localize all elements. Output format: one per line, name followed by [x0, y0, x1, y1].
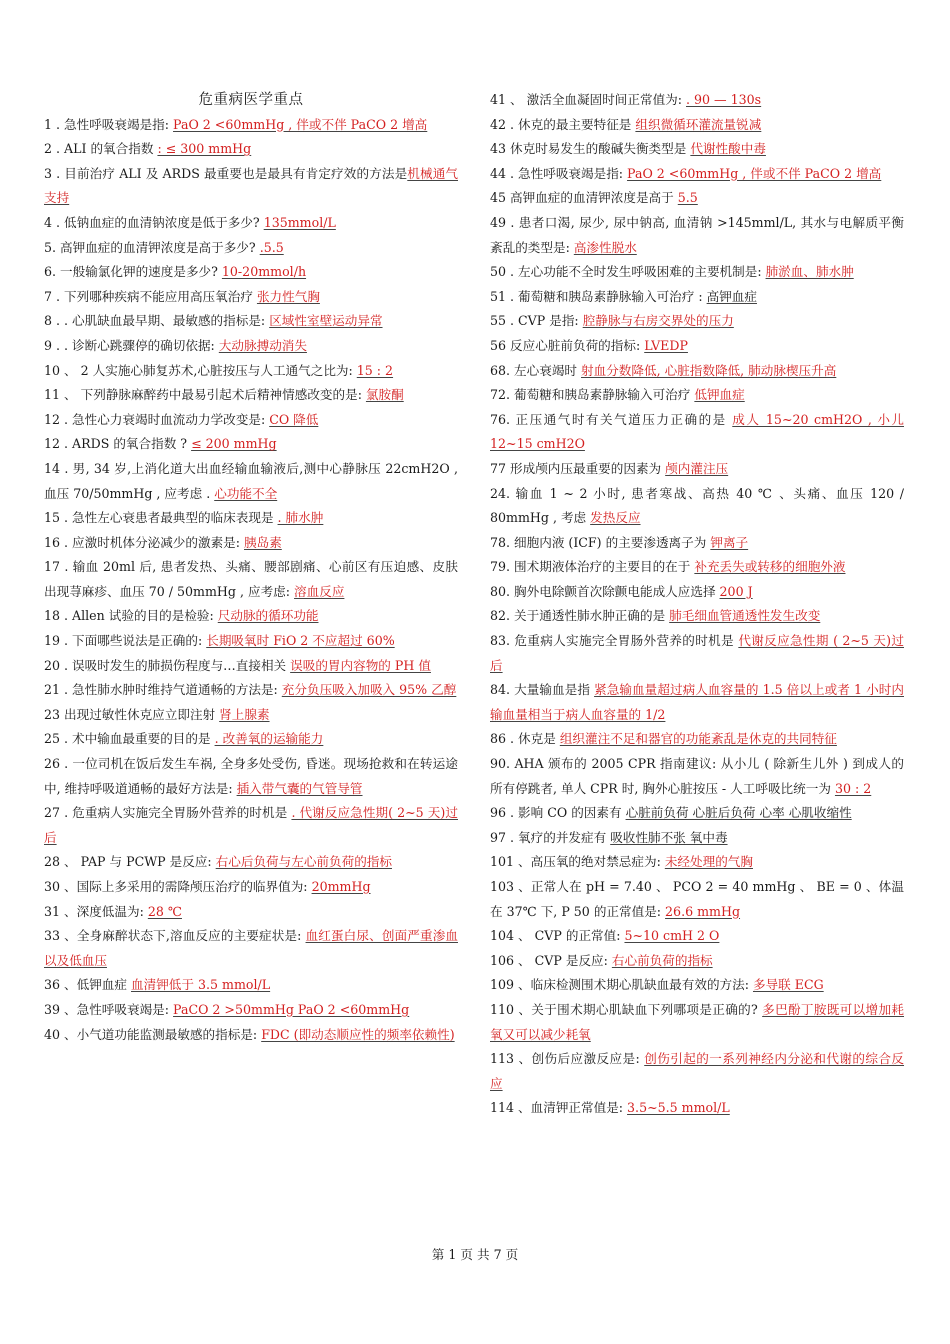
question-text: 15 . 急性左心衰患者最典型的临床表现是	[44, 510, 278, 526]
answer-text: 200 J	[719, 583, 753, 599]
question-text: 6. 一般输氯化钾的速度是多少?	[44, 264, 222, 280]
question-item	[44, 285, 458, 310]
answer-text: 肾上腺素	[219, 706, 270, 722]
question-item	[44, 113, 458, 138]
question-text: 43 休克时易发生的酸碱失衡类型是	[490, 141, 691, 157]
question-text: 104 、 CVP 的正常值:	[490, 928, 625, 944]
question-text: 114 、血清钾正常值是:	[490, 1100, 628, 1116]
question-item	[44, 408, 458, 433]
question-item	[490, 949, 904, 974]
question-item	[44, 260, 458, 285]
question-item	[44, 875, 458, 900]
answer-text: 血红蛋白尿、创面严重渗血以及低血压	[44, 928, 458, 968]
question-text: 4 . 低钠血症的血清钠浓度是低于多少?	[44, 214, 264, 230]
answer-text: 颅内灌注压	[665, 460, 729, 476]
answer-text: 腔静脉与右房交界处的压力	[582, 313, 734, 329]
question-item	[44, 654, 458, 679]
question-text: 5. 高钾血症的血清钾浓度是高于多少?	[44, 239, 260, 255]
question-item	[44, 334, 458, 359]
question-text: 78. 细胞内液 (ICF) 的主要渗透离子为	[490, 534, 711, 550]
question-text: 27 . 危重病人实施完全胃肠外营养的时机是	[44, 805, 292, 821]
question-text: 96 . 影响 CO 的因素有	[490, 805, 626, 821]
question-item	[490, 998, 904, 1047]
answer-text: 10-20mmol/h	[221, 264, 307, 280]
question-text: 56 反应心脏前负荷的指标:	[490, 337, 645, 353]
answer-text: 射血分数降低, 心脏指数降低, 肺动脉楔压升高	[581, 362, 837, 378]
question-text: 26 . 一位司机在饭后发生车祸, 全身多处受伤, 昏迷。现场抢救和在转运途中, 维持呼吸道通畅的最好方法是:	[44, 756, 458, 796]
question-text: 40 、小气道功能监测最敏感的指标是:	[44, 1026, 262, 1042]
answer-text: 肺毛细血管通透性发生改变	[669, 608, 821, 624]
question-item	[490, 88, 904, 113]
answer-text: 机械通气支持	[44, 165, 458, 206]
question-text: 42 . 休克的最主要特征是	[490, 116, 636, 132]
question-text: 79. 围术期液体治疗的主要目的在于	[490, 559, 695, 575]
question-text: 20 . 误吸时发生的肺损伤程度与…直接相关	[44, 657, 291, 673]
answer-text: 多巴酚丁胺既可以增加耗氧又可以减少耗氧	[490, 1001, 905, 1042]
question-text: 44 . 急性呼吸衰竭是指:	[490, 165, 628, 181]
question-item	[490, 309, 904, 334]
question-text: 9 . . 诊断心跳骤停的确切依据:	[44, 337, 219, 353]
question-item	[490, 875, 904, 924]
question-item	[490, 924, 904, 949]
question-item	[490, 113, 904, 138]
question-text: 30 、国际上多采用的需降颅压治疗的临界值为:	[44, 879, 312, 894]
answer-text: 肺淤血、肺水肿	[765, 264, 854, 280]
question-item	[44, 383, 458, 408]
answer-text: 心脏前负荷 心脏后负荷 心率 心肌收缩性	[625, 805, 852, 821]
answer-text: 20mmHg	[311, 879, 371, 894]
answer-text: 吸收性肺不张 氧中毒	[610, 829, 728, 845]
answer-text: 区域性室壁运动异常	[269, 313, 383, 329]
question-item	[490, 973, 904, 998]
page-footer: 第 1 页 共 7 页	[431, 1247, 519, 1262]
answer-text: 充分负压吸入加吸入 95% 乙醇	[281, 682, 457, 698]
question-item	[490, 1096, 904, 1121]
answer-text: CO 降低	[269, 411, 319, 427]
question-item	[490, 137, 904, 162]
question-item	[44, 998, 458, 1023]
answer-text: 28 ℃	[147, 903, 182, 919]
question-item	[44, 604, 458, 629]
answer-text: 135mmol/L	[263, 214, 336, 230]
question-item	[490, 727, 904, 752]
question-text: 8 . . 心肌缺血最早期、最敏感的指标是:	[44, 313, 270, 329]
question-text: 77 形成颅内压最重要的因素为	[490, 460, 666, 476]
answer-text: PaCO 2 >50mmHg PaO 2 <60mmHg	[173, 1001, 410, 1017]
answer-text: 长期吸氧时 FiO 2 不应超过 60%	[206, 633, 395, 649]
question-item	[490, 162, 904, 187]
question-item	[44, 703, 458, 728]
question-text: 31 、深度低温为:	[44, 903, 148, 919]
answer-text: 高渗性脱水	[573, 239, 637, 255]
answer-text: LVEDP	[644, 337, 688, 353]
question-text: 10 、 2 人实施心肺复苏术,心脏按压与人工通气之比为:	[44, 362, 357, 378]
question-text: 109 、临床检测围术期心肌缺血最有效的方法:	[490, 977, 753, 993]
question-text: 45 高钾血症的血清钾浓度是高于	[490, 190, 678, 206]
question-text: 106 、 CVP 是反应:	[490, 952, 612, 968]
answer-text: 代谢性酸中毒	[690, 141, 766, 157]
question-item	[44, 555, 458, 604]
question-text: 17 . 输血 20ml 后, 患者发热、头痛、腰部剧痛、心前区有压迫感、皮肤出现荨麻疹、血压 70 / 50mmHg , 应考虑:	[44, 559, 458, 599]
question-text: 21 . 急性肺水肿时维持气道通畅的方法是:	[44, 682, 282, 698]
question-item	[490, 752, 904, 801]
question-item	[490, 408, 904, 457]
answer-text: 右心前负荷的指标	[611, 952, 713, 968]
question-text: 33 、全身麻醉状态下,溶血反应的主要症状是:	[44, 928, 306, 944]
question-item	[490, 678, 904, 727]
answer-text: . 90 — 130s	[686, 92, 762, 107]
answer-text: . 代谢反应急性期( 2~5 天)过后	[44, 805, 458, 845]
question-text: 18 . Allen 试验的目的是检验:	[44, 608, 218, 624]
question-item	[490, 383, 904, 408]
answer-text: 成人 15~20 cmH2O , 小儿 12~15 cmH2O	[490, 411, 904, 452]
answer-text: 钾离子	[710, 534, 749, 550]
answer-text: : ≤ 300 mmHg	[157, 141, 252, 157]
question-text: 19 . 下面哪些说法是正确的:	[44, 633, 207, 649]
question-text: 36 、低钾血症	[44, 977, 132, 993]
question-text: 41 、 激活全血凝固时间正常值为:	[490, 92, 686, 107]
question-text: 90. AHA 颁布的 2005 CPR 指南建议: 从小儿 ( 除新生儿外 ) 到成人的所有停跳者, 单人 CPR 时, 胸外心脏按压 - 人工呼吸比统一为	[490, 756, 904, 796]
question-text: 3 . 目前治疗 ALI 及 ARDS 最重要也是最具有肯定疗效的方法是	[44, 165, 408, 181]
answer-text: 未经处理的气胸	[664, 854, 753, 870]
question-text: 82. 关于通透性肺水肿正确的是	[490, 608, 670, 624]
answer-text: 右心后负荷与左心前负荷的指标	[215, 854, 392, 870]
answer-text: 氯胺酮	[365, 387, 404, 403]
question-item	[490, 826, 904, 851]
question-text: 97 . 氧疗的并发症有	[490, 829, 611, 845]
question-text: 12 . ARDS 的氧合指数 ?	[44, 436, 192, 452]
question-item	[490, 850, 904, 875]
question-text: 68. 左心衰竭时	[490, 362, 582, 378]
answer-text: ≤ 200 mmHg	[191, 436, 277, 452]
question-item	[490, 359, 904, 384]
question-text: 11 、 下列静脉麻醉药中最易引起术后精神情感改变的是:	[44, 387, 366, 403]
question-item	[44, 924, 458, 973]
question-item	[44, 678, 458, 703]
question-item	[490, 531, 904, 556]
question-item	[490, 555, 904, 580]
answer-text: 插入带气囊的气管导管	[236, 780, 363, 796]
answer-text: 补充丢失或转移的细胞外液	[694, 559, 846, 575]
answer-text: 组织灌注不足和器官的功能紊乱是休克的共同特征	[559, 731, 837, 747]
question-text: 80. 胸外电除颤首次除颤电能成人应选择	[490, 583, 720, 599]
answer-text: 组织微循环灌流量锐减	[635, 116, 762, 132]
answer-text: 30 : 2	[834, 780, 872, 796]
answer-text: 创伤引起的一系列神经内分泌和代谢的综合反应	[490, 1051, 905, 1091]
question-text: 113 、创伤后应激反应是:	[490, 1051, 645, 1067]
question-text: 50 . 左心功能不全时发生呼吸困难的主要机制是:	[490, 264, 766, 280]
answer-text: PaO 2 <60mmHg , 伴或不伴 PaCO 2 增高	[173, 116, 428, 132]
question-item	[44, 236, 458, 261]
question-item	[490, 580, 904, 605]
question-text: 7 . 下列哪种疾病不能应用高压氧治疗	[44, 288, 257, 304]
question-item	[490, 457, 904, 482]
answer-text: 15 : 2	[356, 362, 394, 378]
answer-text: 溶血反应	[294, 583, 345, 599]
question-item	[44, 629, 458, 654]
question-item	[44, 900, 458, 925]
answer-text: 低钾血症	[694, 387, 745, 403]
question-item	[44, 973, 458, 998]
answer-text: . 肺水肿	[277, 510, 324, 526]
question-item	[490, 604, 904, 629]
answer-text: 高钾血症	[706, 288, 757, 304]
left-column	[44, 88, 458, 1047]
question-text: 72. 葡萄糖和胰岛素静脉输入可治疗	[490, 387, 695, 403]
question-text: 23 出现过敏性休克应立即注射	[44, 706, 220, 722]
answer-text: 代谢反应急性期 ( 2~5 天)过后	[490, 633, 904, 673]
question-text: 103 、正常人在 pH = 7.40 、 PCO 2 = 40 mmHg 、 BE = 0 、体温在 37℃ 下, P 50 的正常值是:	[490, 879, 904, 919]
answer-text: 多导联 ECG	[752, 977, 824, 993]
question-item	[490, 211, 904, 260]
question-text: 1 . 急性呼吸衰竭是指:	[44, 116, 174, 132]
question-item	[44, 359, 458, 384]
answer-text: 5~10 cmH 2 O	[624, 928, 720, 944]
question-item	[44, 432, 458, 457]
answer-text: .5.5	[259, 239, 284, 255]
answer-text: 心功能不全	[214, 485, 278, 501]
answer-text: PaO 2 <60mmHg , 伴或不伴 PaCO 2 增高	[627, 165, 882, 181]
question-text: 55 . CVP 是指:	[490, 313, 583, 329]
question-item	[44, 506, 458, 531]
question-text: 25 . 术中输血最重要的目的是	[44, 731, 215, 747]
question-text: 12 . 急性心力衰竭时血流动力学改变是:	[44, 411, 270, 427]
question-item	[44, 531, 458, 556]
answer-text: 大动脉搏动消失	[218, 337, 307, 353]
question-item	[490, 482, 904, 531]
question-item	[44, 801, 458, 850]
question-text: 101 、高压氧的绝对禁忌症为:	[490, 854, 665, 870]
question-text: 14 . 男, 34 岁,上消化道大出血经输血输液后,测中心静脉压 22cmH2O , 血压 70/50mmHg , 应考虑 .	[44, 460, 458, 501]
answer-text: 3.5~5.5 mmol/L	[627, 1100, 730, 1116]
answer-text: 误吸的胃内容物的 PH 值	[290, 657, 431, 673]
question-text: 28 、 PAP 与 PCWP 是反应:	[44, 854, 216, 870]
answer-text: FDC (即动态顺应性的频率依赖性)	[261, 1026, 455, 1042]
question-item	[44, 211, 458, 236]
question-item	[44, 1023, 458, 1048]
question-item	[44, 752, 458, 801]
question-text: 84. 大量输血是指	[490, 682, 595, 698]
answer-text: 胰岛素	[244, 534, 282, 550]
question-text: 2 . ALI 的氧合指数	[44, 141, 158, 157]
answer-text: 5.5	[677, 190, 698, 206]
question-text: 24. 输血 1 ~ 2 小时, 患者寒战、高热 40 ℃ 、头痛、血压 120 / 80mmHg , 考虑	[490, 485, 904, 526]
question-text: 86 . 休克是	[490, 731, 560, 747]
answer-text: 紧急输血量超过病人血容量的 1.5 倍以上或者 1 小时内输血量相当于病人血容量的 1/2	[490, 682, 904, 722]
right-column	[490, 88, 904, 1121]
question-item	[490, 1047, 904, 1096]
question-text: 16 . 应激时机体分泌减少的激素是:	[44, 534, 244, 550]
answer-text: 尺动脉的循环功能	[217, 608, 319, 624]
answer-text: 发热反应	[590, 510, 641, 526]
question-item	[490, 186, 904, 211]
answer-text: . 改善氧的运输能力	[214, 731, 324, 747]
question-text: 39 、急性呼吸衰竭是:	[44, 1001, 174, 1017]
document-title: 危重病医学重点	[198, 92, 304, 108]
left-question-list	[44, 113, 458, 1048]
question-item	[44, 309, 458, 334]
question-item	[44, 727, 458, 752]
question-item	[44, 457, 458, 506]
question-item	[44, 162, 458, 211]
question-item	[490, 260, 904, 285]
question-text: 51 . 葡萄糖和胰岛素静脉输入可治疗 :	[490, 288, 707, 304]
right-question-list	[490, 88, 904, 1121]
question-item	[490, 285, 904, 310]
question-text: 76. 正压通气时有关气道压力正确的是	[490, 411, 733, 427]
question-item	[490, 801, 904, 826]
question-item	[44, 850, 458, 875]
question-text: 110 、关于围术期心肌缺血下列哪项是正确的?	[490, 1001, 763, 1017]
question-text: 49 . 患者口渴, 尿少, 尿中钠高, 血清钠 >145mml/L, 其水与电解质平衡紊乱的类型是:	[490, 214, 904, 255]
answer-text: 血清钾低于 3.5 mmol/L	[131, 977, 271, 993]
answer-text: 张力性气胸	[256, 288, 320, 304]
question-item	[490, 629, 904, 678]
question-item	[490, 334, 904, 359]
question-text: 83. 危重病人实施完全胃肠外营养的时机是	[490, 633, 739, 649]
answer-text: 26.6 mmHg	[665, 903, 741, 919]
question-item	[44, 137, 458, 162]
